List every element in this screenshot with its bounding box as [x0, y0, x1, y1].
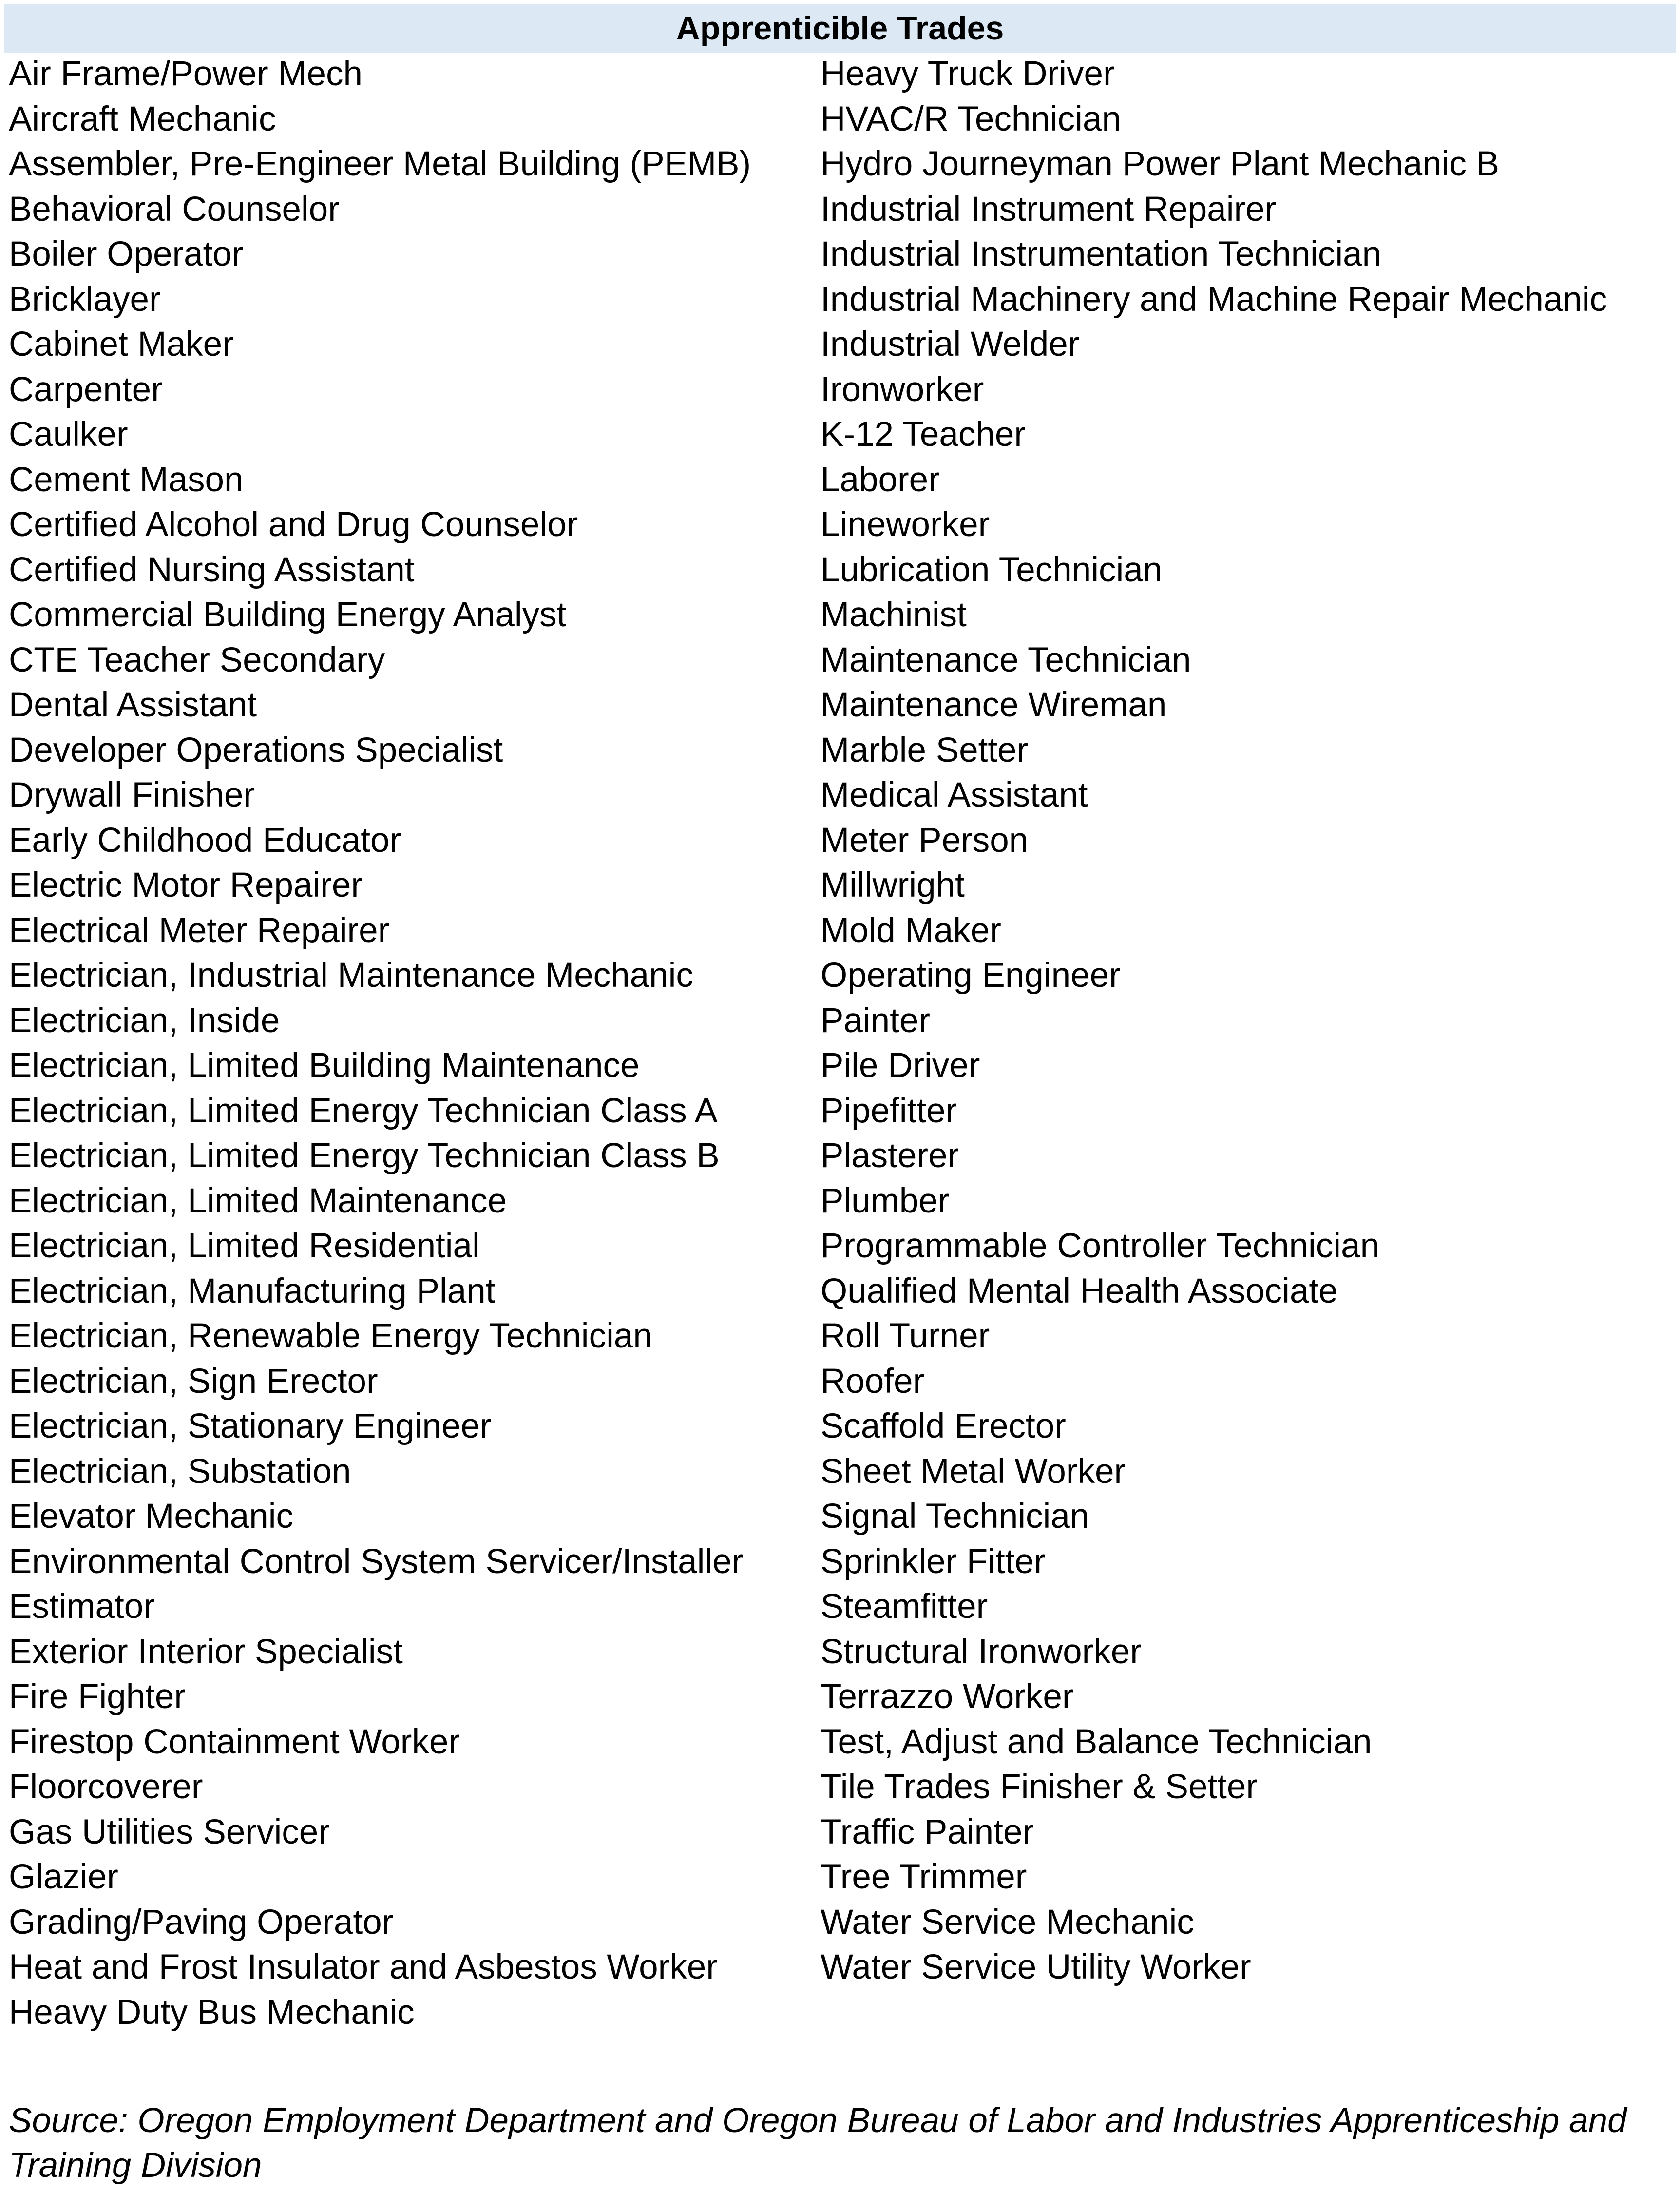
list-item: Air Frame/Power Mech: [9, 55, 363, 93]
list-item: Water Service Utility Worker: [821, 1948, 1251, 1986]
list-item: Pile Driver: [821, 1046, 980, 1085]
list-item: Traffic Painter: [821, 1812, 1034, 1851]
list-item: Cement Mason: [9, 460, 244, 499]
list-item: K-12 Teacher: [821, 415, 1026, 454]
list-item: Signal Technician: [821, 1497, 1089, 1536]
list-item: Pipefitter: [821, 1091, 957, 1130]
list-item: Drywall Finisher: [9, 776, 255, 814]
list-item: Electrician, Renewable Energy Technician: [9, 1317, 652, 1355]
list-item: HVAC/R Technician: [821, 99, 1121, 138]
list-item: Grading/Paving Operator: [9, 1903, 394, 1942]
list-item: Maintenance Technician: [821, 640, 1191, 679]
list-item: Ironworker: [821, 370, 984, 409]
list-item: Fire Fighter: [9, 1677, 186, 1716]
list-item: Electrician, Limited Building Maintenance: [9, 1046, 640, 1085]
list-item: Mold Maker: [821, 911, 1001, 950]
list-item: Electrician, Substation: [9, 1452, 351, 1491]
list-item: Roofer: [821, 1362, 925, 1401]
list-item: Plumber: [821, 1181, 950, 1220]
list-item: Developer Operations Specialist: [9, 731, 503, 769]
list-item: Electrician, Inside: [9, 1001, 280, 1040]
list-item: Steamfitter: [821, 1587, 988, 1626]
list-item: Medical Assistant: [821, 776, 1088, 814]
list-item: Boiler Operator: [9, 235, 244, 273]
list-item: Electrician, Sign Erector: [9, 1362, 378, 1401]
list-item: Heavy Duty Bus Mechanic: [9, 1993, 415, 2032]
list-item: Roll Turner: [821, 1317, 990, 1355]
list-item: Programmable Controller Technician: [821, 1227, 1380, 1265]
list-item: Floorcoverer: [9, 1768, 203, 1806]
list-item: Electric Motor Repairer: [9, 866, 363, 904]
list-item: Laborer: [821, 460, 940, 499]
list-item: Glazier: [9, 1858, 118, 1896]
list-item: Tree Trimmer: [821, 1858, 1027, 1896]
list-item: Early Childhood Educator: [9, 821, 401, 860]
list-item: Painter: [821, 1001, 930, 1040]
list-item: Water Service Mechanic: [821, 1903, 1194, 1942]
list-item: Test, Adjust and Balance Technician: [821, 1722, 1372, 1761]
list-item: Industrial Welder: [821, 325, 1080, 364]
table-title: Apprenticible Trades: [676, 10, 1004, 47]
list-item: Sprinkler Fitter: [821, 1542, 1046, 1581]
list-item: Tile Trades Finisher & Setter: [821, 1768, 1258, 1806]
list-item: Qualified Mental Health Associate: [821, 1271, 1338, 1310]
list-item: Dental Assistant: [9, 686, 257, 724]
list-item: Carpenter: [9, 370, 163, 409]
list-item: Bricklayer: [9, 280, 161, 319]
list-item: Structural Ironworker: [821, 1632, 1142, 1671]
list-item: Scaffold Erector: [821, 1407, 1066, 1445]
list-item: Elevator Mechanic: [9, 1497, 294, 1536]
list-item: Behavioral Counselor: [9, 190, 340, 229]
list-item: Lineworker: [821, 505, 990, 544]
list-item: Electrician, Manufacturing Plant: [9, 1271, 496, 1310]
list-item: Marble Setter: [821, 731, 1029, 769]
list-item: Assembler, Pre-Engineer Metal Building (PEMB): [9, 145, 751, 183]
list-item: Estimator: [9, 1587, 155, 1626]
list-item: Caulker: [9, 415, 128, 454]
list-item: Operating Engineer: [821, 956, 1121, 995]
list-item: Exterior Interior Specialist: [9, 1632, 403, 1671]
list-item: CTE Teacher Secondary: [9, 640, 385, 679]
list-item: Electrician, Industrial Maintenance Mechanic: [9, 956, 693, 995]
list-item: Electrician, Stationary Engineer: [9, 1407, 492, 1445]
trades-list-right: [821, 52, 1607, 1990]
list-item: Cabinet Maker: [9, 325, 234, 364]
list-item: Certified Nursing Assistant: [9, 550, 415, 589]
list-item: Electrician, Limited Energy Technician Class A: [9, 1091, 718, 1130]
list-item: Lubrication Technician: [821, 550, 1163, 589]
list-item: Environmental Control System Servicer/Installer: [9, 1542, 744, 1581]
list-item: Heat and Frost Insulator and Asbestos Worker: [9, 1948, 718, 1986]
list-item: Millwright: [821, 866, 965, 904]
list-item: Industrial Instrumentation Technician: [821, 235, 1382, 273]
list-item: Firestop Containment Worker: [9, 1722, 460, 1761]
list-item: Terrazzo Worker: [821, 1677, 1074, 1716]
source-note: Source: Oregon Employment Department and Oregon Bureau of Labor and Industries Apprenticeship and Training Division: [9, 2101, 1627, 2185]
list-item: Certified Alcohol and Drug Counselor: [9, 505, 578, 544]
list-item: Hydro Journeyman Power Plant Mechanic B: [821, 145, 1500, 183]
trades-list-left: [9, 52, 751, 2035]
list-item: Aircraft Mechanic: [9, 99, 276, 138]
table-header: [4, 4, 1676, 53]
list-item: Electrician, Limited Maintenance: [9, 1181, 507, 1220]
list-item: Electrical Meter Repairer: [9, 911, 390, 950]
list-item: Industrial Machinery and Machine Repair Mechanic: [821, 280, 1607, 319]
list-item: Plasterer: [821, 1136, 959, 1175]
list-item: Industrial Instrument Repairer: [821, 190, 1277, 229]
list-item: Machinist: [821, 596, 967, 634]
list-item: Sheet Metal Worker: [821, 1452, 1126, 1491]
list-item: Meter Person: [821, 821, 1029, 860]
list-item: Heavy Truck Driver: [821, 55, 1115, 93]
list-item: Electrician, Limited Residential: [9, 1227, 480, 1265]
list-item: Maintenance Wireman: [821, 686, 1167, 724]
list-item: Electrician, Limited Energy Technician Class B: [9, 1136, 720, 1175]
list-item: Gas Utilities Servicer: [9, 1812, 330, 1851]
list-item: Commercial Building Energy Analyst: [9, 596, 567, 634]
